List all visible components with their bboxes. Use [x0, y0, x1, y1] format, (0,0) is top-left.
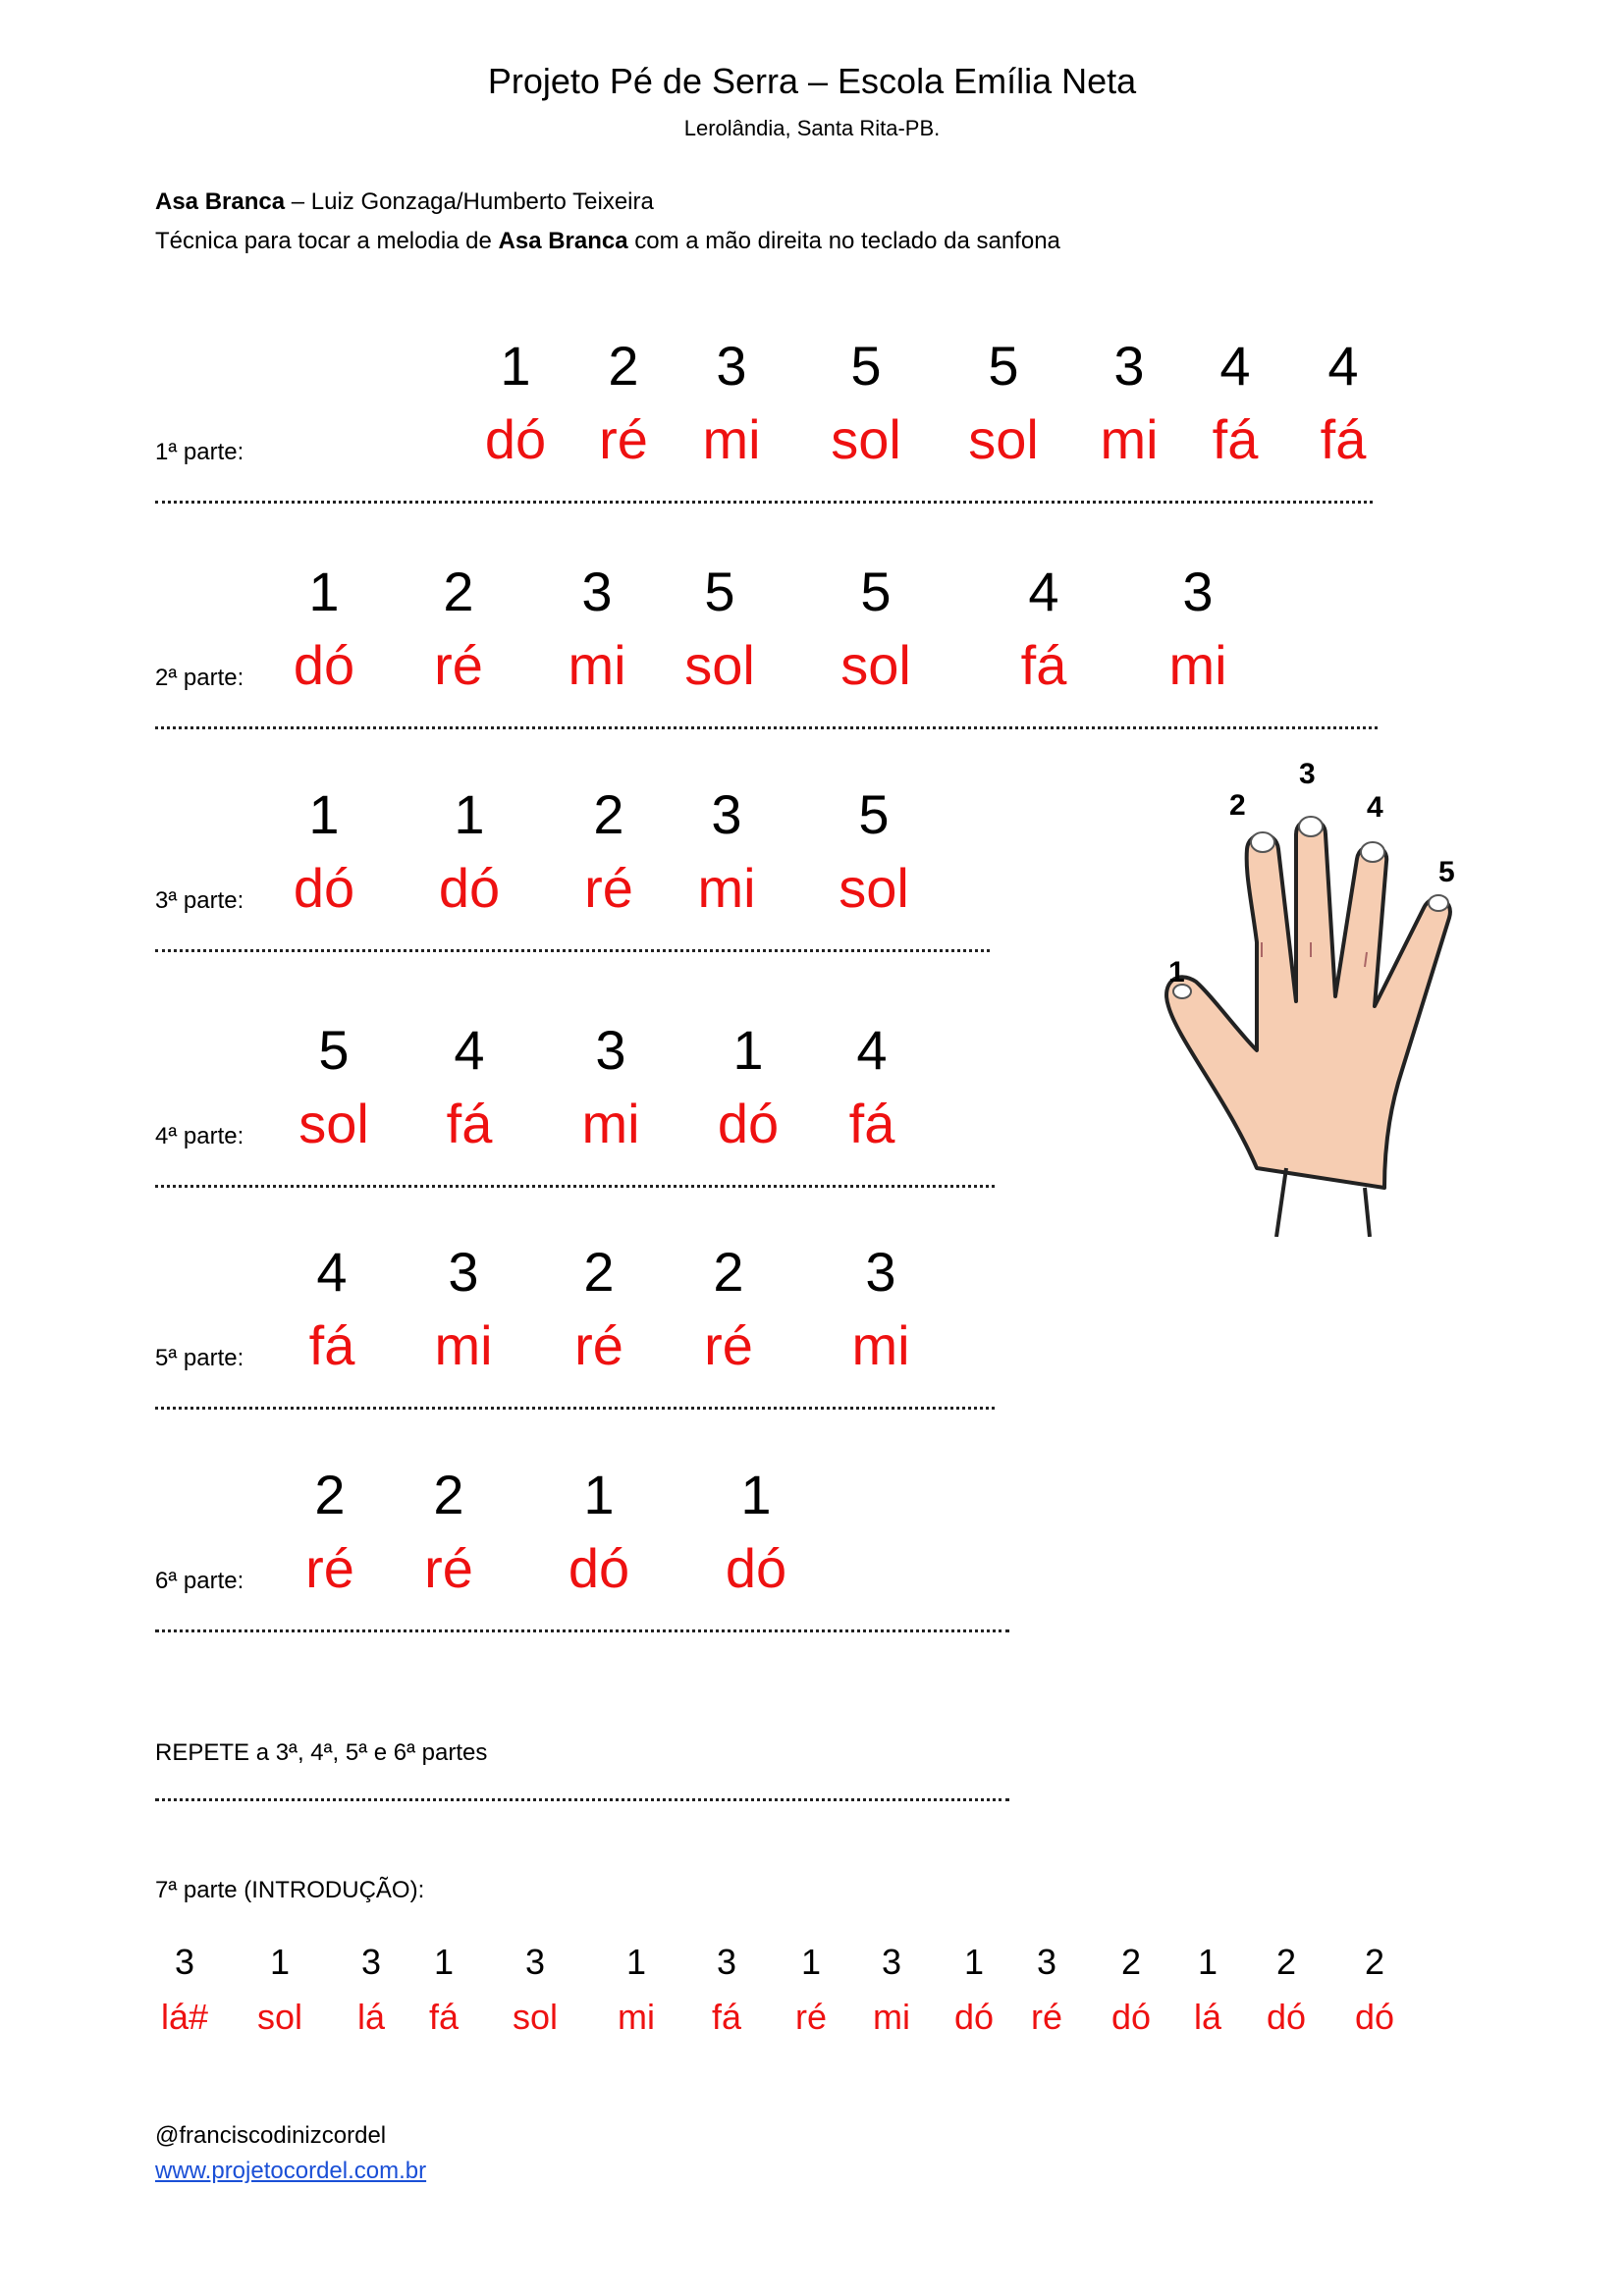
part-label: 5ª parte: — [155, 1345, 244, 1371]
note-name: dó — [293, 857, 355, 919]
finger-number: 5 — [318, 1019, 350, 1081]
intro-note-name: dó — [1354, 1997, 1395, 2037]
intro-finger-number: 1 — [269, 1942, 291, 1982]
finger-number: 1 — [308, 783, 340, 845]
intro-note-name: dó — [953, 1997, 995, 2037]
intro-note-name: fá — [711, 1997, 742, 2037]
finger-number: 1 — [732, 1019, 764, 1081]
finger-number: 2 — [608, 335, 639, 397]
note-name: dó — [717, 1093, 780, 1154]
finger-number: 5 — [860, 561, 892, 622]
intro-finger-number: 2 — [1120, 1942, 1142, 1982]
note-name: fá — [446, 1093, 493, 1154]
intro-finger-number: 1 — [433, 1942, 455, 1982]
note-name: dó — [568, 1537, 630, 1599]
finger-number: 1 — [454, 783, 485, 845]
finger-number: 4 — [1028, 561, 1059, 622]
divider-line — [155, 1629, 1009, 1632]
note-name: sol — [298, 1093, 369, 1154]
intro-note-name: lá# — [160, 1997, 209, 2037]
finger-number: 4 — [856, 1019, 888, 1081]
note-name: mi — [1100, 408, 1159, 470]
song-authors: – Luiz Gonzaga/Humberto Teixeira — [285, 188, 654, 215]
finger-number: 1 — [740, 1464, 772, 1525]
note-name: ré — [434, 634, 483, 696]
divider-line — [155, 1407, 995, 1410]
note-name: sol — [840, 634, 911, 696]
intro-note-name: sol — [512, 1997, 559, 2037]
intro-note-name: lá — [356, 1997, 386, 2037]
hand-finger-5-label: 5 — [1438, 856, 1455, 888]
hand-finger-2-label: 2 — [1229, 789, 1246, 822]
finger-number: 2 — [583, 1241, 615, 1303]
finger-number: 3 — [1182, 561, 1214, 622]
footer-handle: @franciscodinizcordel — [155, 2122, 387, 2149]
footer-website-link[interactable]: www.projetocordel.com.br — [155, 2158, 427, 2184]
note-name: ré — [574, 1314, 623, 1376]
note-name: fá — [848, 1093, 895, 1154]
divider-line — [155, 726, 1378, 729]
note-name: ré — [704, 1314, 753, 1376]
divider-line — [155, 949, 990, 952]
note-name: fá — [1320, 408, 1367, 470]
finger-number: 4 — [316, 1241, 348, 1303]
note-name: ré — [584, 857, 633, 919]
intro-note-name: ré — [1030, 1997, 1063, 2037]
part-row — [0, 334, 1624, 501]
finger-number: 3 — [595, 1019, 626, 1081]
divider-line — [155, 1185, 995, 1188]
note-name: ré — [424, 1537, 473, 1599]
divider-line — [155, 1798, 1009, 1801]
finger-number: 2 — [593, 783, 624, 845]
note-name: mi — [851, 1314, 910, 1376]
finger-number: 3 — [716, 335, 747, 397]
hand-fingering-illustration — [1139, 746, 1571, 1237]
finger-number: 4 — [1219, 335, 1251, 397]
finger-number: 4 — [1327, 335, 1359, 397]
note-name: fá — [308, 1314, 355, 1376]
finger-number: 1 — [500, 335, 531, 397]
technique-description — [155, 228, 1060, 255]
divider-line — [155, 501, 1373, 504]
note-name: fá — [1020, 634, 1067, 696]
part-label: 4ª parte: — [155, 1123, 244, 1149]
intro-note-name: lá — [1193, 1997, 1222, 2037]
technique-prefix: Técnica para tocar a melodia de — [155, 228, 499, 254]
hand-finger-3-label: 3 — [1299, 758, 1316, 790]
intro-label: 7ª parte (INTRODUÇÃO): — [155, 1877, 425, 1903]
song-credits — [155, 188, 654, 216]
technique-suffix: com a mão direita no teclado da sanfona — [627, 228, 1060, 254]
part-label: 3ª parte: — [155, 887, 244, 914]
page-title: Projeto Pé de Serra – Escola Emília Neta — [487, 61, 1137, 101]
intro-finger-number: 3 — [1036, 1942, 1057, 1982]
intro-note-name: mi — [873, 1997, 910, 2037]
finger-number: 1 — [308, 561, 340, 622]
note-name: mi — [697, 857, 756, 919]
intro-finger-number: 3 — [174, 1942, 195, 1982]
intro-finger-number: 3 — [881, 1942, 902, 1982]
finger-number: 5 — [850, 335, 882, 397]
hand-finger-1-label: 1 — [1168, 956, 1185, 988]
technique-song: Asa Branca — [498, 228, 628, 254]
finger-number: 3 — [711, 783, 742, 845]
intro-note-name: dó — [1266, 1997, 1307, 2037]
intro-note-name: sol — [256, 1997, 303, 2037]
note-name: ré — [305, 1537, 354, 1599]
note-name: dó — [484, 408, 547, 470]
intro-finger-number: 3 — [360, 1942, 382, 1982]
note-name: sol — [684, 634, 755, 696]
intro-finger-number: 1 — [963, 1942, 985, 1982]
finger-number: 3 — [1113, 335, 1145, 397]
intro-note-name: dó — [1110, 1997, 1152, 2037]
intro-finger-number: 3 — [716, 1942, 737, 1982]
note-name: mi — [581, 1093, 640, 1154]
page-subtitle: Lerolândia, Santa Rita-PB. — [683, 116, 941, 140]
finger-number: 5 — [858, 783, 890, 845]
finger-number: 4 — [454, 1019, 485, 1081]
intro-note-name: mi — [618, 1997, 655, 2037]
note-name: sol — [968, 408, 1039, 470]
part-row — [0, 1240, 1624, 1407]
finger-number: 3 — [581, 561, 613, 622]
note-name: sol — [831, 408, 901, 470]
note-name: mi — [434, 1314, 493, 1376]
finger-number: 2 — [433, 1464, 464, 1525]
note-name: dó — [438, 857, 501, 919]
finger-number: 2 — [314, 1464, 346, 1525]
part-row — [0, 1463, 1624, 1629]
note-name: fá — [1212, 408, 1259, 470]
hand-finger-4-label: 4 — [1367, 791, 1383, 824]
note-name: mi — [702, 408, 761, 470]
part-row — [0, 560, 1624, 726]
note-name: dó — [725, 1537, 787, 1599]
finger-number: 3 — [865, 1241, 896, 1303]
repeat-instruction: REPETE a 3ª, 4ª, 5ª e 6ª partes — [155, 1739, 488, 1766]
intro-note-name: fá — [428, 1997, 460, 2037]
intro-finger-number: 3 — [524, 1942, 546, 1982]
part-label: 6ª parte: — [155, 1568, 244, 1594]
finger-number: 3 — [448, 1241, 479, 1303]
intro-finger-number: 1 — [1197, 1942, 1218, 1982]
intro-note-name: ré — [794, 1997, 828, 2037]
finger-number: 5 — [988, 335, 1019, 397]
note-name: dó — [293, 634, 355, 696]
intro-finger-number: 1 — [625, 1942, 647, 1982]
intro-finger-number: 1 — [800, 1942, 822, 1982]
note-name: mi — [1168, 634, 1227, 696]
finger-number: 2 — [443, 561, 474, 622]
finger-number: 1 — [583, 1464, 615, 1525]
finger-number: 2 — [713, 1241, 744, 1303]
intro-finger-number: 2 — [1275, 1942, 1297, 1982]
part-label: 1ª parte: — [155, 439, 244, 465]
note-name: sol — [839, 857, 909, 919]
song-name: Asa Branca — [155, 188, 286, 215]
intro-finger-number: 2 — [1364, 1942, 1385, 1982]
note-name: mi — [568, 634, 626, 696]
note-name: ré — [599, 408, 648, 470]
part-label: 2ª parte: — [155, 665, 244, 691]
finger-number: 5 — [704, 561, 735, 622]
